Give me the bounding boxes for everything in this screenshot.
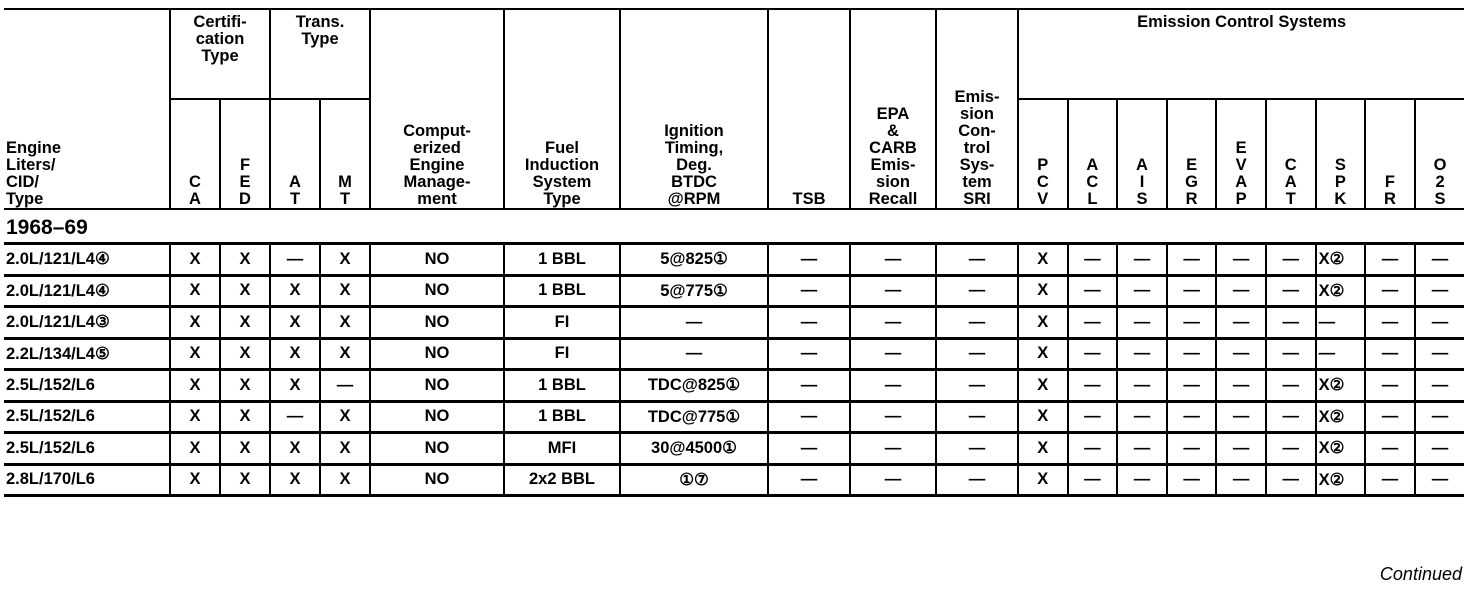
epa-recall-cell: — <box>850 370 936 402</box>
cert-fed-cell: X <box>220 244 270 276</box>
epa-recall-cell: — <box>850 244 936 276</box>
egr-cell: — <box>1167 338 1217 370</box>
epa-recall-cell: — <box>850 464 936 496</box>
ais-header: A I S <box>1117 99 1167 209</box>
cert-fed-header: F E D <box>220 99 270 209</box>
fuel-induction-cell: 1 BBL <box>504 244 620 276</box>
fuel-induction-cell: MFI <box>504 433 620 465</box>
engine-cell: 2.0L/121/L4④ <box>4 244 170 276</box>
fuel-induction-cell: FI <box>504 338 620 370</box>
o2s-cell: — <box>1415 244 1465 276</box>
cat-header: C A T <box>1266 99 1316 209</box>
trans-at-cell: X <box>270 338 320 370</box>
cert-ca-cell: X <box>170 275 220 307</box>
evap-cell: — <box>1216 433 1266 465</box>
fuel-induction-header: Fuel Induction System Type <box>504 10 620 209</box>
fr-cell: — <box>1365 370 1415 402</box>
o2s-cell: — <box>1415 370 1465 402</box>
pcv-cell: X <box>1018 370 1068 402</box>
o2s-cell: — <box>1415 464 1465 496</box>
computerized-engine-management-header: Comput- erized Engine Manage- ment <box>370 10 504 209</box>
epa-carb-recall-header: EPA & CARB Emis- sion Recall <box>850 10 936 209</box>
tsb-cell: — <box>768 307 850 339</box>
fr-cell: — <box>1365 433 1415 465</box>
tsb-cell: — <box>768 401 850 433</box>
ignition-timing-cell: 30@4500① <box>620 433 768 465</box>
cat-cell: — <box>1266 401 1316 433</box>
fr-cell: — <box>1365 244 1415 276</box>
emission-sri-cell: — <box>936 401 1018 433</box>
emission-control-systems-header: Emission Control Systems <box>1018 10 1464 99</box>
cat-cell: — <box>1266 275 1316 307</box>
engine-cell: 2.0L/121/L4④ <box>4 275 170 307</box>
computerized-cell: NO <box>370 370 504 402</box>
computerized-cell: NO <box>370 433 504 465</box>
ais-cell: — <box>1117 401 1167 433</box>
emission-sri-cell: — <box>936 464 1018 496</box>
cert-ca-cell: X <box>170 370 220 402</box>
fuel-induction-cell: 1 BBL <box>504 275 620 307</box>
tsb-cell: — <box>768 433 850 465</box>
pcv-cell: X <box>1018 433 1068 465</box>
evap-header: E V A P <box>1216 99 1266 209</box>
cert-ca-header: C A <box>170 99 220 209</box>
emission-spec-table <box>4 8 1464 497</box>
spk-cell: X② <box>1316 401 1366 433</box>
trans-at-cell: — <box>270 401 320 433</box>
pcv-cell: X <box>1018 401 1068 433</box>
cert-fed-cell: X <box>220 401 270 433</box>
epa-recall-cell: — <box>850 401 936 433</box>
epa-recall-cell: — <box>850 307 936 339</box>
egr-cell: — <box>1167 244 1217 276</box>
ignition-timing-cell: — <box>620 338 768 370</box>
table-row <box>4 401 1464 433</box>
spk-cell: X② <box>1316 464 1366 496</box>
fuel-induction-cell: 2x2 BBL <box>504 464 620 496</box>
fuel-induction-cell: 1 BBL <box>504 401 620 433</box>
computerized-cell: NO <box>370 275 504 307</box>
egr-cell: — <box>1167 433 1217 465</box>
tsb-cell: — <box>768 464 850 496</box>
cert-fed-cell: X <box>220 275 270 307</box>
fr-header: F R <box>1365 99 1415 209</box>
table-row <box>4 464 1464 496</box>
tsb-cell: — <box>768 370 850 402</box>
acl-header: A C L <box>1068 99 1118 209</box>
ignition-timing-cell: 5@775① <box>620 275 768 307</box>
egr-cell: — <box>1167 275 1217 307</box>
ais-cell: — <box>1117 370 1167 402</box>
fr-cell: — <box>1365 401 1415 433</box>
engine-cell: 2.5L/152/L6 <box>4 401 170 433</box>
cat-cell: — <box>1266 244 1316 276</box>
computerized-cell: NO <box>370 401 504 433</box>
pcv-cell: X <box>1018 244 1068 276</box>
acl-cell: — <box>1068 464 1118 496</box>
computerized-cell: NO <box>370 244 504 276</box>
ais-cell: — <box>1117 275 1167 307</box>
emission-sri-cell: — <box>936 307 1018 339</box>
certification-type-header: Certifi- cation Type <box>170 10 270 99</box>
cert-ca-cell: X <box>170 464 220 496</box>
cat-cell: — <box>1266 464 1316 496</box>
evap-cell: — <box>1216 338 1266 370</box>
cert-fed-cell: X <box>220 370 270 402</box>
trans-type-header: Trans. Type <box>270 10 370 99</box>
o2s-header: O 2 S <box>1415 99 1465 209</box>
spk-cell: — <box>1316 307 1366 339</box>
o2s-cell: — <box>1415 275 1465 307</box>
epa-recall-cell: — <box>850 433 936 465</box>
epa-recall-cell: — <box>850 275 936 307</box>
emission-sri-cell: — <box>936 338 1018 370</box>
ignition-timing-cell: 5@825① <box>620 244 768 276</box>
pcv-cell: X <box>1018 275 1068 307</box>
acl-cell: — <box>1068 401 1118 433</box>
o2s-cell: — <box>1415 401 1465 433</box>
tsb-cell: — <box>768 275 850 307</box>
fr-cell: — <box>1365 307 1415 339</box>
cert-fed-cell: X <box>220 433 270 465</box>
acl-cell: — <box>1068 433 1118 465</box>
ais-cell: — <box>1117 433 1167 465</box>
acl-cell: — <box>1068 275 1118 307</box>
emission-sri-cell: — <box>936 275 1018 307</box>
continued-note: Continued <box>1379 564 1462 584</box>
ais-cell: — <box>1117 307 1167 339</box>
engine-cell: 2.5L/152/L6 <box>4 433 170 465</box>
acl-cell: — <box>1068 244 1118 276</box>
trans-mt-cell: X <box>320 464 370 496</box>
epa-recall-cell: — <box>850 338 936 370</box>
evap-cell: — <box>1216 464 1266 496</box>
tsb-cell: — <box>768 338 850 370</box>
trans-at-cell: — <box>270 244 320 276</box>
table-row <box>4 244 1464 276</box>
o2s-cell: — <box>1415 433 1465 465</box>
table-row <box>4 307 1464 339</box>
cert-ca-cell: X <box>170 244 220 276</box>
trans-mt-cell: X <box>320 307 370 339</box>
cert-ca-cell: X <box>170 433 220 465</box>
o2s-cell: — <box>1415 338 1465 370</box>
cert-fed-cell: X <box>220 307 270 339</box>
pcv-cell: X <box>1018 464 1068 496</box>
table-row <box>4 338 1464 370</box>
spk-cell: X② <box>1316 244 1366 276</box>
trans-at-cell: X <box>270 307 320 339</box>
table-row <box>4 275 1464 307</box>
year-label: 1968–69 <box>4 209 1464 244</box>
cert-ca-cell: X <box>170 307 220 339</box>
egr-header: E G R <box>1167 99 1217 209</box>
ignition-timing-cell: TDC@775① <box>620 401 768 433</box>
ais-cell: — <box>1117 244 1167 276</box>
evap-cell: — <box>1216 401 1266 433</box>
o2s-cell: — <box>1415 307 1465 339</box>
evap-cell: — <box>1216 370 1266 402</box>
trans-at-header: A T <box>270 99 320 209</box>
egr-cell: — <box>1167 401 1217 433</box>
cat-cell: — <box>1266 433 1316 465</box>
fr-cell: — <box>1365 338 1415 370</box>
trans-mt-cell: X <box>320 433 370 465</box>
trans-at-cell: X <box>270 433 320 465</box>
cert-ca-cell: X <box>170 401 220 433</box>
pcv-cell: X <box>1018 307 1068 339</box>
ignition-timing-cell: — <box>620 307 768 339</box>
emission-sri-cell: — <box>936 433 1018 465</box>
egr-cell: — <box>1167 307 1217 339</box>
computerized-cell: NO <box>370 464 504 496</box>
ais-cell: — <box>1117 464 1167 496</box>
trans-mt-cell: X <box>320 401 370 433</box>
acl-cell: — <box>1068 307 1118 339</box>
trans-mt-header: M T <box>320 99 370 209</box>
ignition-timing-cell: TDC@825① <box>620 370 768 402</box>
evap-cell: — <box>1216 307 1266 339</box>
spk-cell: X② <box>1316 370 1366 402</box>
fr-cell: — <box>1365 275 1415 307</box>
ais-cell: — <box>1117 338 1167 370</box>
engine-cell: 2.0L/121/L4③ <box>4 307 170 339</box>
fr-cell: — <box>1365 464 1415 496</box>
cat-cell: — <box>1266 338 1316 370</box>
trans-mt-cell: — <box>320 370 370 402</box>
emission-sri-cell: — <box>936 244 1018 276</box>
cert-fed-cell: X <box>220 464 270 496</box>
acl-cell: — <box>1068 370 1118 402</box>
evap-cell: — <box>1216 275 1266 307</box>
trans-at-cell: X <box>270 370 320 402</box>
spk-cell: X② <box>1316 275 1366 307</box>
engine-header: Engine Liters/ CID/ Type <box>6 139 62 208</box>
engine-cell: 2.8L/170/L6 <box>4 464 170 496</box>
computerized-cell: NO <box>370 338 504 370</box>
trans-mt-cell: X <box>320 338 370 370</box>
trans-at-cell: X <box>270 275 320 307</box>
emission-control-sri-header: Emis- sion Con- trol Sys- tem SRI <box>936 10 1018 209</box>
evap-cell: — <box>1216 244 1266 276</box>
computerized-cell: NO <box>370 307 504 339</box>
ignition-timing-header: Ignition Timing, Deg. BTDC @RPM <box>620 10 768 209</box>
cat-cell: — <box>1266 307 1316 339</box>
trans-mt-cell: X <box>320 244 370 276</box>
fuel-induction-cell: FI <box>504 307 620 339</box>
trans-mt-cell: X <box>320 275 370 307</box>
fuel-induction-cell: 1 BBL <box>504 370 620 402</box>
egr-cell: — <box>1167 370 1217 402</box>
pcv-cell: X <box>1018 338 1068 370</box>
emission-sri-cell: — <box>936 370 1018 402</box>
cat-cell: — <box>1266 370 1316 402</box>
spk-cell: X② <box>1316 433 1366 465</box>
spk-header: S P K <box>1316 99 1366 209</box>
tsb-header: TSB <box>768 10 850 209</box>
table-row <box>4 433 1464 465</box>
engine-cell: 2.2L/134/L4⑤ <box>4 338 170 370</box>
ignition-timing-cell: ①⑦ <box>620 464 768 496</box>
acl-cell: — <box>1068 338 1118 370</box>
pcv-header: P C V <box>1018 99 1068 209</box>
spk-cell: — <box>1316 338 1366 370</box>
tsb-cell: — <box>768 244 850 276</box>
trans-at-cell: X <box>270 464 320 496</box>
egr-cell: — <box>1167 464 1217 496</box>
table-row <box>4 370 1464 402</box>
cert-ca-cell: X <box>170 338 220 370</box>
cert-fed-cell: X <box>220 338 270 370</box>
engine-cell: 2.5L/152/L6 <box>4 370 170 402</box>
